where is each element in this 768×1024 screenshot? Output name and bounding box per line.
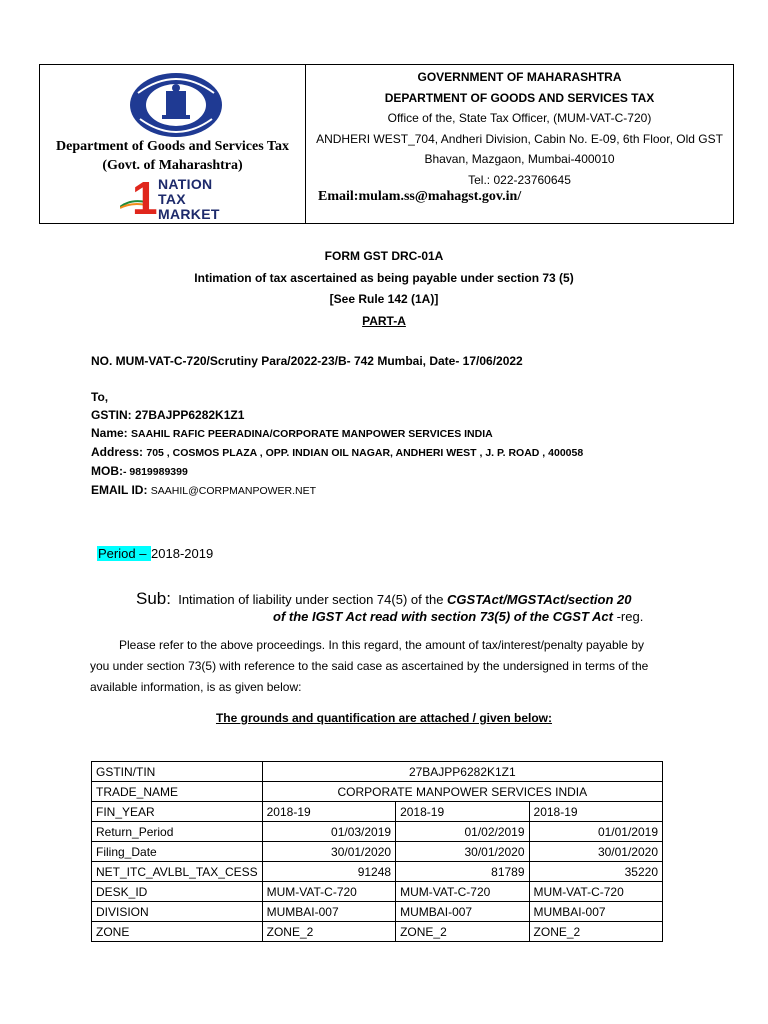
table-row [92,882,663,902]
table-row [92,822,663,842]
table-cell-value: 81789 [396,862,529,882]
table-row [92,762,663,782]
table-cell-label: GSTIN/TIN [92,762,263,782]
address-line2: Bhavan, Mazgaon, Mumbai-400010 [424,152,615,166]
table-cell-value: MUM-VAT-C-720 [262,882,395,902]
office-address-block [306,67,733,190]
table-cell-value: CORPORATE MANPOWER SERVICES INDIA [262,782,662,802]
government-title: GOVERNMENT OF MAHARASHTRA [417,70,622,84]
table-cell-label: TRADE_NAME [92,782,263,802]
table-cell-value: MUM-VAT-C-720 [529,882,662,902]
period-label: Period – [98,546,151,561]
table-cell-label: FIN_YEAR [92,802,263,822]
table-row [92,922,663,942]
table-cell-value: ZONE_2 [529,922,662,942]
table-cell-label: Return_Period [92,822,263,842]
logo-line-nation: NATION [158,176,213,192]
letterhead-right [306,65,733,223]
form-name: FORM GST DRC-01A [324,249,444,263]
addressee-address: Address: 705 , COSMOS PLAZA , OPP. INDIAN OIL NAGAR, ANDHERI WEST , J. P. ROAD , 400058 [91,445,584,459]
subject-line-continued: of the IGST Act read with section 73(5) of the CGST Act -reg. [273,609,644,624]
addressee-gstin: GSTIN: 27BAJPP6282K1Z1 [91,408,245,422]
department-name-line2: (Govt. of Maharashtra) [102,158,243,173]
table-cell-value: 2018-19 [262,802,395,822]
table-cell-label: DESK_ID [92,882,263,902]
period-value: 2018-2019 [151,546,214,561]
table-cell-value: MUMBAI-007 [262,902,395,922]
table-cell-value: 30/01/2020 [262,842,395,862]
table-cell-label: NET_ITC_AVLBL_TAX_CESS [92,862,263,882]
table-row [92,842,663,862]
table-cell-value: 27BAJPP6282K1Z1 [262,762,662,782]
table-cell-value: 35220 [529,862,662,882]
table-cell-value: ZONE_2 [396,922,529,942]
addressee-mobile: MOB:- 9819989399 [91,464,188,478]
table-cell-value: 2018-19 [529,802,662,822]
subject-label: Sub: [136,589,171,608]
letterhead [39,64,734,224]
letterhead-left [40,65,306,223]
table-row [92,782,663,802]
logo-wordmark [158,177,220,222]
department-name [40,137,305,175]
form-part: PART-A [362,313,406,328]
table-cell-value: 91248 [262,862,395,882]
table-cell-value: MUM-VAT-C-720 [396,882,529,902]
table-cell-value: 2018-19 [396,802,529,822]
addressee-block [91,388,583,500]
grounds-heading: The grounds and quantification are attached / given below: [215,711,553,725]
addressee-email: EMAIL ID: SAAHIL@CORPMANPOWER.NET [91,483,317,497]
form-rule: [See Rule 142 (1A)] [329,292,439,306]
to-label: To, [91,390,109,404]
table-cell-label: ZONE [92,922,263,942]
department-name-line1: Department of Goods and Services Tax [56,139,289,154]
table-cell-value: MUMBAI-007 [529,902,662,922]
logo-line-market: MARKET [158,206,220,222]
address-line1: ANDHERI WEST_704, Andheri Division, Cabin No. E-09, 6th Floor, Old GST [316,131,723,146]
table-cell-value: 30/01/2020 [529,842,662,862]
telephone: Tel.: 022-23760645 [468,172,571,187]
body-paragraph: Please refer to the above proceedings. In this regard, the amount of tax/interest/penalty payable by you under section 73(5) with reference to the said case as ascertained by the undersigned in terms of the available information, is as given below: [90,638,649,694]
table-cell-label: Filing_Date [92,842,263,862]
form-title-block [0,246,768,332]
table-row [92,862,663,882]
quantification-table [91,761,663,942]
period [97,546,213,561]
subject-line: Sub: Intimation of liability under section 74(5) of the CGSTAct/MGSTAct/section 20 [136,589,632,608]
addressee-name: Name: SAAHIL RAFIC PEERADINA/CORPORATE MANPOWER SERVICES INDIA [91,426,493,440]
logo-line-tax: TAX [158,191,186,207]
table-row [92,802,663,822]
reference-number: NO. MUM-VAT-C-720/Scrutiny Para/2022-23/B- 742 Mumbai, Date- 17/06/2022 [91,354,523,368]
table-cell-value: 01/01/2019 [529,822,662,842]
maharashtra-emblem-icon [128,71,224,139]
one-nation-tax-market-logo [118,172,243,224]
table-cell-value: 01/02/2019 [396,822,529,842]
table-row [92,902,663,922]
table-cell-value: 30/01/2020 [396,842,529,862]
department-title: DEPARTMENT OF GOODS AND SERVICES TAX [384,90,655,105]
table-cell-value: MUMBAI-007 [396,902,529,922]
logo-numeral: 1 [132,172,158,224]
table-cell-value: 01/03/2019 [262,822,395,842]
table-cell-label: DIVISION [92,902,263,922]
form-description: Intimation of tax ascertained as being payable under section 73 (5) [194,270,574,285]
office-email: Email:mulam.ss@mahagst.gov.in/ [318,189,522,204]
table-cell-value: ZONE_2 [262,922,395,942]
office-line: Office of the, State Tax Officer, (MUM-VAT-C-720) [387,111,652,125]
